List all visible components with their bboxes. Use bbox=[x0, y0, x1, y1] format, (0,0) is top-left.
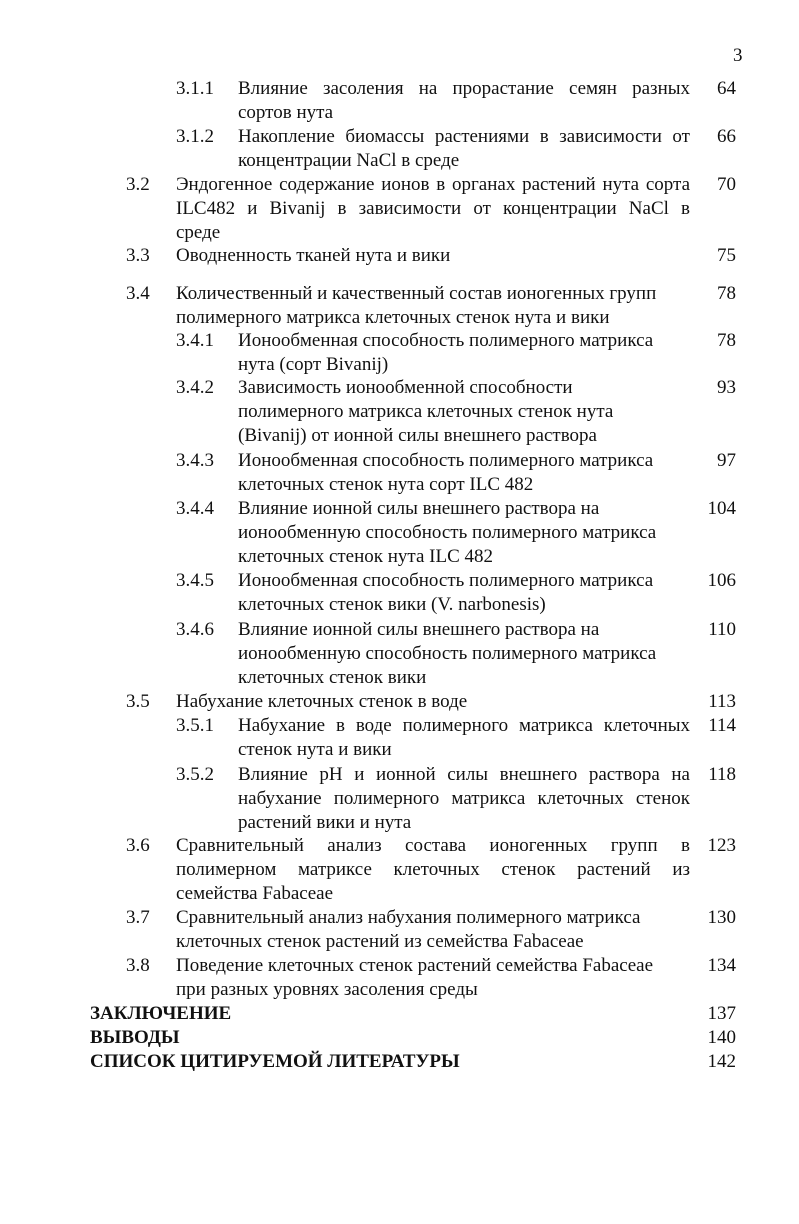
section-number: 3.5 bbox=[126, 691, 150, 712]
section-number: 3.1.2 bbox=[176, 126, 214, 147]
chapter-title: СПИСОК ЦИТИРУЕМОЙ ЛИТЕРАТУРЫ bbox=[90, 1051, 460, 1072]
section-title: Влияние pH и ионной силы внешнего раствора на набухание полимерного матрикса клеточных стенок растений вики и нута bbox=[238, 764, 690, 833]
section-number: 3.4.2 bbox=[176, 377, 214, 398]
section-title: Влияние ионной силы внешнего раствора на ионообменную способность полимерного матрикса клеточных стенок вики bbox=[238, 619, 657, 688]
section-number: 3.5.2 bbox=[176, 764, 214, 785]
page-ref: 106 bbox=[707, 570, 736, 591]
section-title: Ионообменная способность полимерного матрикса нута (сорт Bivanij) bbox=[238, 330, 654, 375]
page-ref: 97 bbox=[717, 450, 736, 471]
section-number: 3.3 bbox=[126, 245, 150, 266]
section-title: Влияние ионной силы внешнего раствора на ионообменную способность полимерного матрикса клеточных стенок нута ILC 482 bbox=[238, 498, 657, 567]
section-number: 3.4.4 bbox=[176, 498, 214, 519]
page-number: 3 bbox=[733, 45, 743, 66]
page-ref: 64 bbox=[717, 78, 736, 99]
section-number: 3.4.6 bbox=[176, 619, 214, 640]
page-ref: 130 bbox=[707, 907, 736, 928]
section-number: 3.7 bbox=[126, 907, 150, 928]
section-title: Сравнительный анализ набухания полимерного матрикса клеточных стенок растений из семейства Fabaceae bbox=[176, 907, 641, 952]
section-title: Набухание клеточных стенок в воде bbox=[176, 691, 468, 712]
page-ref: 137 bbox=[707, 1003, 736, 1024]
page-ref: 140 bbox=[707, 1027, 736, 1048]
page-ref: 113 bbox=[708, 691, 736, 712]
page-ref: 110 bbox=[708, 619, 736, 640]
page-ref: 93 bbox=[717, 377, 736, 398]
chapter-title: ЗАКЛЮЧЕНИЕ bbox=[90, 1003, 232, 1024]
chapter-title: ВЫВОДЫ bbox=[90, 1027, 180, 1048]
section-title: Накопление биомассы растениями в зависимости от концентрации NaCl в среде bbox=[238, 126, 690, 171]
section-number: 3.8 bbox=[126, 955, 150, 976]
section-title: Оводненность тканей нута и вики bbox=[176, 245, 451, 266]
page-ref: 114 bbox=[708, 715, 736, 736]
section-number: 3.2 bbox=[126, 174, 150, 195]
section-number: 3.4.1 bbox=[176, 330, 214, 351]
section-number: 3.1.1 bbox=[176, 78, 214, 99]
section-number: 3.4 bbox=[126, 283, 150, 304]
page-ref: 66 bbox=[717, 126, 736, 147]
section-title: Поведение клеточных стенок растений семейства Fabaceae при разных уровнях засоления среды bbox=[176, 955, 654, 1000]
page-ref: 75 bbox=[717, 245, 736, 266]
page-ref: 104 bbox=[707, 498, 736, 519]
page-ref: 123 bbox=[707, 835, 736, 856]
section-number: 3.6 bbox=[126, 835, 150, 856]
section-title: Влияние засоления на прорастание семян разных сортов нута bbox=[238, 78, 690, 123]
page-ref: 70 bbox=[717, 174, 736, 195]
section-number: 3.4.5 bbox=[176, 570, 214, 591]
page-ref: 78 bbox=[717, 330, 736, 351]
section-title: Ионообменная способность полимерного матрикса клеточных стенок вики (V. narbonesis) bbox=[238, 570, 654, 615]
section-number: 3.4.3 bbox=[176, 450, 214, 471]
section-title: Ионообменная способность полимерного матрикса клеточных стенок нута сорт ILC 482 bbox=[238, 450, 654, 495]
section-title: Сравнительный анализ состава ионогенных групп в полимерном матриксе клеточных стенок растений из семейства Fabaceae bbox=[176, 835, 690, 904]
page-ref: 118 bbox=[708, 764, 736, 785]
section-title: Количественный и качественный состав ионогенных групп полимерного матрикса клеточных стенок нута и вики bbox=[176, 283, 657, 328]
page-ref: 134 bbox=[707, 955, 736, 976]
section-title: Зависимость ионообменной способности полимерного матрикса клеточных стенок нута (Bivanij) от ионной силы внешнего раствора bbox=[238, 377, 614, 446]
section-number: 3.5.1 bbox=[176, 715, 214, 736]
page-ref: 78 bbox=[717, 283, 736, 304]
section-title: Набухание в воде полимерного матрикса клеточных стенок нута и вики bbox=[238, 715, 690, 760]
page-ref: 142 bbox=[707, 1051, 736, 1072]
section-title: Эндогенное содержание ионов в органах растений нута сорта ILC482 и Bivanij в зависимости от концентрации NaCl в среде bbox=[176, 174, 690, 243]
